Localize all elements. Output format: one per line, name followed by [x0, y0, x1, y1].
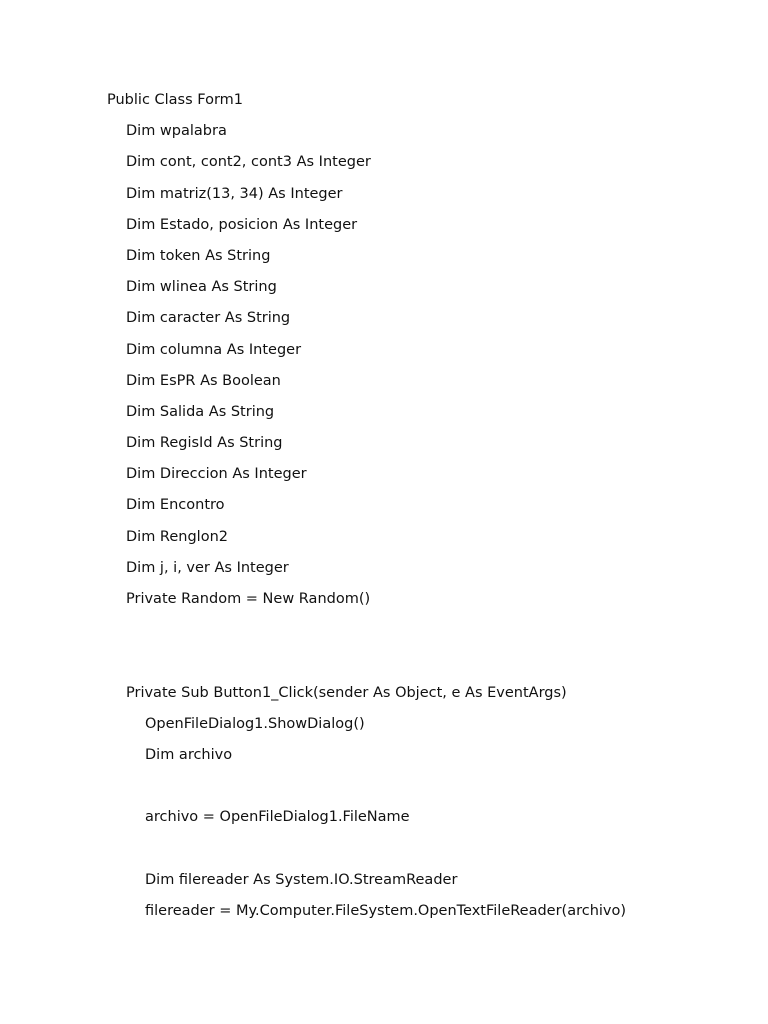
code-line: Dim matriz(13, 34) As Integer [126, 185, 343, 202]
code-line: Dim columna As Integer [126, 341, 302, 358]
code-line: filereader = My.Computer.FileSystem.OpenTextFileReader(archivo) [145, 902, 627, 919]
code-line: Dim EsPR As Boolean [126, 372, 281, 389]
code-line: Private Random = New Random() [126, 591, 371, 607]
code-line: Dim caracter As String [126, 310, 291, 327]
code-line: Dim filereader As System.IO.StreamReader [145, 871, 458, 888]
code-line: Dim archivo [145, 746, 233, 763]
code-line: OpenFileDialog1.ShowDialog() [145, 715, 365, 732]
blank-line [107, 651, 747, 682]
code-line: Dim RegisId As String [126, 435, 283, 452]
blank-line [107, 839, 747, 870]
blank-line [107, 620, 747, 651]
code-line: Dim Estado, posicion As Integer [126, 216, 358, 233]
code-block [107, 90, 747, 932]
code-line: Dim Encontro [126, 497, 225, 514]
code-line: Dim wpalabra [126, 123, 227, 140]
code-line: Public Class Form1 [107, 92, 244, 108]
code-line: archivo = OpenFileDialog1.FileName [145, 809, 410, 826]
code-line: Dim cont, cont2, cont3 As Integer [126, 154, 371, 171]
code-line: Dim wlinea As String [126, 279, 277, 296]
blank-line [107, 776, 747, 807]
code-line: Private Sub Button1_Click(sender As Object, e As EventArgs) [126, 684, 567, 701]
code-line: Dim Salida As String [126, 403, 275, 420]
code-line: Dim Renglon2 [126, 528, 228, 545]
code-line: Dim j, i, ver As Integer [126, 559, 289, 576]
code-line: Dim token As String [126, 247, 271, 264]
code-line: Dim Direccion As Integer [126, 466, 307, 483]
